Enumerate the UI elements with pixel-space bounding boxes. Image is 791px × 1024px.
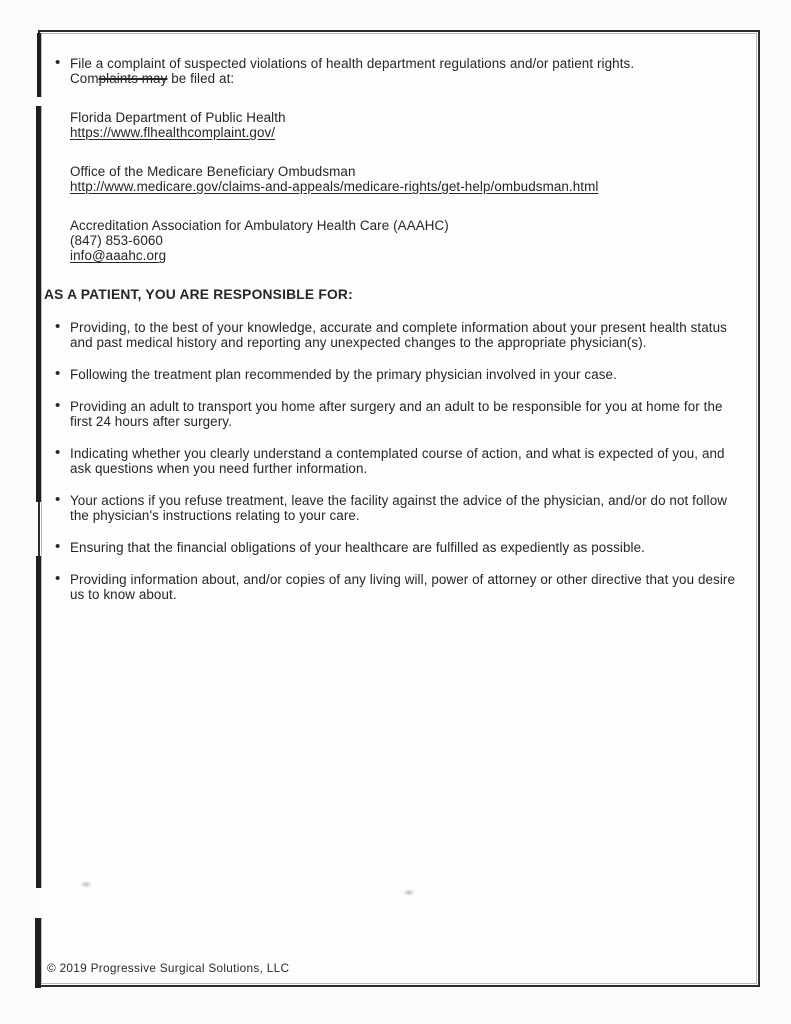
- scan-border-gap: [36, 97, 42, 106]
- document-border-frame: [38, 30, 760, 987]
- responsibility-item: • Providing, to the best of your knowledge, accurate and complete information about your present health status and past medical history and reporting any unexpected changes to the appropriate physician(s).: [44, 320, 742, 350]
- intro-pre-text: Com: [70, 71, 99, 86]
- responsibility-item: • Following the treatment plan recommended by the primary physician involved in your case.: [44, 367, 742, 382]
- struck-text: plaints may: [98, 71, 168, 86]
- contact-aaahc: [44, 218, 742, 263]
- scan-border-artifact: [37, 33, 41, 97]
- scan-border-artifact: [36, 106, 41, 502]
- responsibility-item: • Your actions if you refuse treatment, leave the facility against the advice of the physician, and/or do not follow the physician's instructions relating to your care.: [44, 493, 742, 523]
- contact-name: Office of the Medicare Beneficiary Ombudsman: [70, 164, 356, 179]
- complaint-intro-line1: • File a complaint of suspected violations of health department regulations and/or patient rights.: [70, 56, 635, 71]
- responsibilities-heading: AS A PATIENT, YOU ARE RESPONSIBLE FOR:: [44, 287, 353, 302]
- document-content: [40, 32, 758, 602]
- scan-border-artifact: [36, 556, 41, 888]
- scan-border-gap: [36, 888, 42, 918]
- intro-post-text: be filed at:: [167, 71, 235, 86]
- flhealth-link: https://www.flhealthcomplaint.gov/: [70, 125, 276, 140]
- phone-number: (847) 853-6060: [70, 233, 163, 248]
- responsibility-item: • Ensuring that the financial obligations of your healthcare are fulfilled as expediently as possible.: [44, 540, 742, 555]
- contact-name: Accreditation Association for Ambulatory Health Care (AAAHC): [70, 218, 449, 233]
- responsibility-item: • Providing an adult to transport you home after surgery and an adult to be responsible for you at home for the first 24 hours after surgery.: [44, 399, 742, 429]
- responsibility-item: • Indicating whether you clearly understand a contemplated course of action, and what is expected of you, and ask questions when you need further information.: [44, 446, 742, 476]
- scan-border-artifact: [35, 918, 41, 988]
- contact-medicare-ombudsman: [44, 164, 742, 194]
- scan-smudge: [80, 881, 92, 888]
- complaint-bullet: [44, 56, 742, 86]
- copyright-notice: © 2019 Progressive Surgical Solutions, LLC: [47, 961, 290, 975]
- aaahc-email-link: info@aaahc.org: [70, 248, 167, 263]
- complaint-intro-line2: [70, 71, 742, 86]
- responsibilities-list: [44, 320, 742, 602]
- medicare-ombudsman-link: http://www.medicare.gov/claims-and-appeals/medicare-rights/get-help/ombudsman.html: [70, 179, 599, 194]
- contact-florida-doh: [44, 110, 742, 140]
- responsibility-item: • Providing information about, and/or copies of any living will, power of attorney or other directive that you desire us to know about.: [44, 572, 742, 602]
- contact-name: Florida Department of Public Health: [70, 110, 286, 125]
- scan-smudge: [403, 889, 415, 896]
